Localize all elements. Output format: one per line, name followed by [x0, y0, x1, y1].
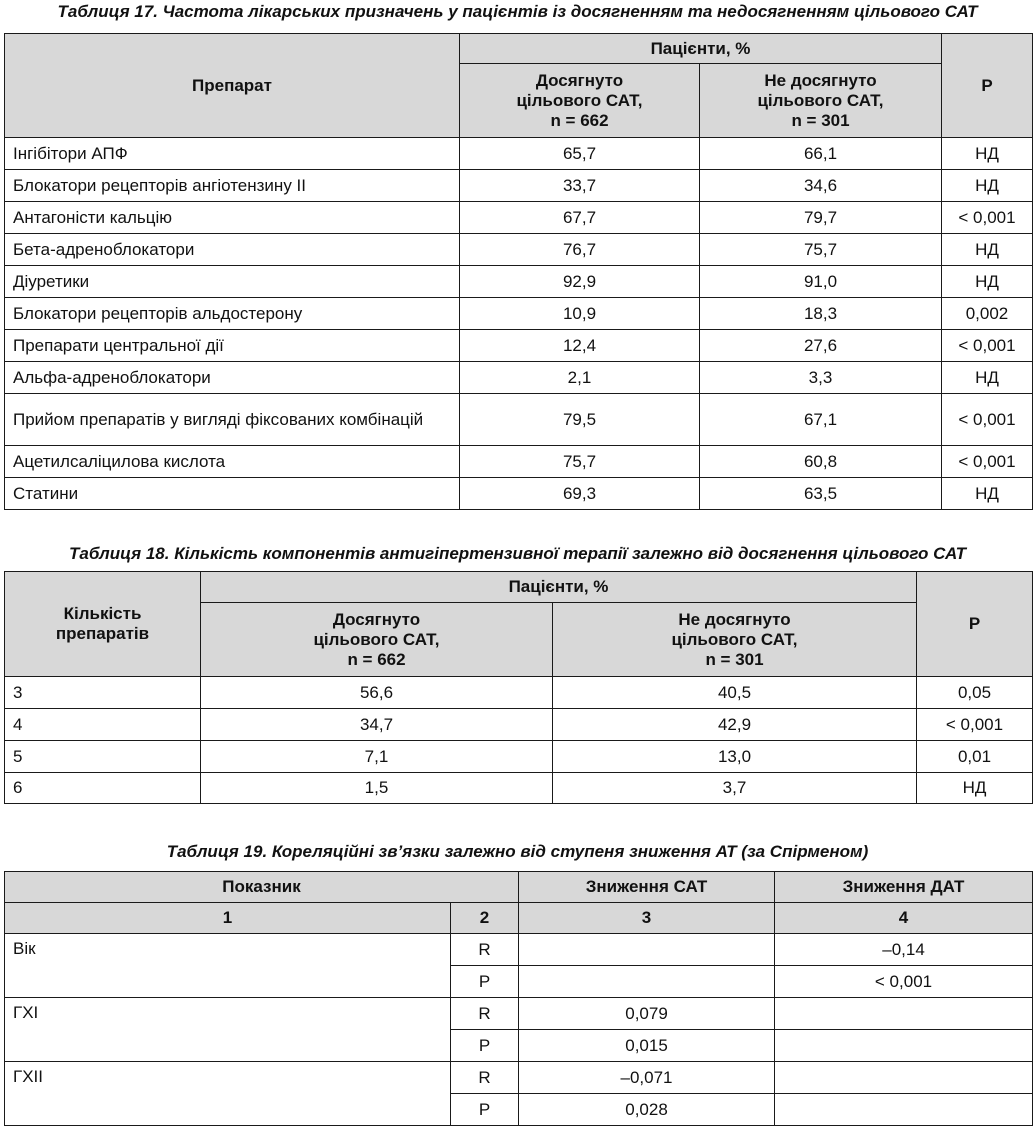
stat-key: R — [451, 1062, 519, 1094]
dbp-value: –0,14 — [775, 934, 1033, 966]
achieved-value: 75,7 — [460, 446, 700, 478]
table-row — [5, 202, 1033, 234]
table-row — [5, 362, 1033, 394]
not-achieved-value: 91,0 — [700, 266, 942, 298]
table18 — [4, 571, 1033, 804]
table-row — [5, 741, 1033, 773]
table-row — [5, 478, 1033, 510]
not-achieved-value: 3,7 — [553, 773, 917, 804]
achieved-value: 2,1 — [460, 362, 700, 394]
sbp-value: 0,028 — [519, 1094, 775, 1126]
p-value: < 0,001 — [942, 446, 1033, 478]
dbp-value — [775, 1030, 1033, 1062]
achieved-value: 7,1 — [201, 741, 553, 773]
not-achieved-value: 13,0 — [553, 741, 917, 773]
table-row — [5, 998, 1033, 1030]
not-achieved-value: 79,7 — [700, 202, 942, 234]
not-achieved-value: 67,1 — [700, 394, 942, 446]
table-row — [5, 1062, 1033, 1094]
drug-name: Альфа-адреноблокатори — [5, 362, 460, 394]
table-row — [5, 234, 1033, 266]
achieved-value: 92,9 — [460, 266, 700, 298]
drug-name: Бета-адреноблокатори — [5, 234, 460, 266]
stat-key: P — [451, 1094, 519, 1126]
achieved-value: 76,7 — [460, 234, 700, 266]
not-achieved-value: 3,3 — [700, 362, 942, 394]
dbp-value: < 0,001 — [775, 966, 1033, 998]
not-achieved-value: 66,1 — [700, 138, 942, 170]
drug-count: 3 — [5, 677, 201, 709]
drug-name: Антагоністи кальцію — [5, 202, 460, 234]
indicator-name: Вік — [5, 934, 451, 998]
not-achieved-value: 42,9 — [553, 709, 917, 741]
table18-header-p: P — [917, 572, 1033, 677]
table19-colnum-2: 2 — [451, 903, 519, 934]
stat-key: P — [451, 966, 519, 998]
achieved-value: 34,7 — [201, 709, 553, 741]
drug-name: Блокатори рецепторів ангіотензину ІІ — [5, 170, 460, 202]
p-value: 0,002 — [942, 298, 1033, 330]
drug-name: Діуретики — [5, 266, 460, 298]
achieved-value: 1,5 — [201, 773, 553, 804]
stat-key: P — [451, 1030, 519, 1062]
drug-name: Ацетилсаліцилова кислота — [5, 446, 460, 478]
p-value: НД — [942, 362, 1033, 394]
p-value: < 0,001 — [942, 330, 1033, 362]
sbp-value — [519, 934, 775, 966]
table-row — [5, 773, 1033, 804]
table17-header-patients: Пацієнти, % — [460, 34, 942, 64]
table-row — [5, 677, 1033, 709]
drug-name: Прийом препаратів у вигляді фіксованих комбінацій — [5, 394, 460, 446]
p-value: < 0,001 — [942, 202, 1033, 234]
sbp-value: –0,071 — [519, 1062, 775, 1094]
table-row — [5, 170, 1033, 202]
achieved-value: 69,3 — [460, 478, 700, 510]
indicator-name: ГХІ — [5, 998, 451, 1062]
not-achieved-value: 27,6 — [700, 330, 942, 362]
p-value: НД — [942, 170, 1033, 202]
table19-colnum-4: 4 — [775, 903, 1033, 934]
achieved-value: 67,7 — [460, 202, 700, 234]
not-achieved-value: 60,8 — [700, 446, 942, 478]
p-value: < 0,001 — [917, 709, 1033, 741]
table-row — [5, 266, 1033, 298]
table-row — [5, 330, 1033, 362]
not-achieved-value: 18,3 — [700, 298, 942, 330]
p-value: 0,01 — [917, 741, 1033, 773]
achieved-value: 56,6 — [201, 677, 553, 709]
p-value: 0,05 — [917, 677, 1033, 709]
table19 — [4, 871, 1033, 1126]
drug-count: 4 — [5, 709, 201, 741]
achieved-value: 10,9 — [460, 298, 700, 330]
p-value: НД — [942, 478, 1033, 510]
achieved-value: 12,4 — [460, 330, 700, 362]
achieved-value: 79,5 — [460, 394, 700, 446]
sbp-value — [519, 966, 775, 998]
dbp-value — [775, 1062, 1033, 1094]
table17-header-drug: Препарат — [5, 34, 460, 138]
table18-header-count: Кількість препаратів — [5, 572, 201, 677]
table-row — [5, 446, 1033, 478]
table-row — [5, 934, 1033, 966]
table-row — [5, 138, 1033, 170]
table17-caption: Таблиця 17. Частота лікарських призначень у пацієнтів із досягненням та недосягненням цільового САТ — [57, 2, 978, 21]
achieved-value: 33,7 — [460, 170, 700, 202]
drug-name: Препарати центральної дії — [5, 330, 460, 362]
p-value: НД — [942, 138, 1033, 170]
stat-key: R — [451, 998, 519, 1030]
achieved-value: 65,7 — [460, 138, 700, 170]
stat-key: R — [451, 934, 519, 966]
table18-header-not-achieved: Не досягнуто цільового САТ, n = 301 — [553, 603, 917, 677]
table19-header-sbp: Зниження САТ — [519, 872, 775, 903]
table19-header-dbp: Зниження ДАТ — [775, 872, 1033, 903]
drug-name: Блокатори рецепторів альдостерону — [5, 298, 460, 330]
table-row — [5, 709, 1033, 741]
not-achieved-value: 63,5 — [700, 478, 942, 510]
dbp-value — [775, 1094, 1033, 1126]
table17-header-not-achieved: Не досягнуто цільового САТ, n = 301 — [700, 64, 942, 138]
drug-name: Інгібітори АПФ — [5, 138, 460, 170]
not-achieved-value: 40,5 — [553, 677, 917, 709]
table19-header-indicator: Показник — [5, 872, 519, 903]
drug-count: 6 — [5, 773, 201, 804]
table18-caption: Таблиця 18. Кількість компонентів антигіпертензивної терапії залежно від досягнення цільового САТ — [69, 544, 966, 563]
indicator-name: ГХІІ — [5, 1062, 451, 1126]
p-value: НД — [942, 234, 1033, 266]
drug-name: Статини — [5, 478, 460, 510]
table-row — [5, 394, 1033, 446]
table19-caption: Таблиця 19. Кореляційні зв’язки залежно від ступеня зниження АТ (за Спірменом) — [166, 842, 869, 861]
table18-header-patients: Пацієнти, % — [201, 572, 917, 603]
table-row — [5, 298, 1033, 330]
table18-header-achieved: Досягнуто цільового САТ, n = 662 — [201, 603, 553, 677]
drug-count: 5 — [5, 741, 201, 773]
not-achieved-value: 34,6 — [700, 170, 942, 202]
sbp-value: 0,079 — [519, 998, 775, 1030]
p-value: НД — [917, 773, 1033, 804]
table19-colnum-1: 1 — [5, 903, 451, 934]
p-value: НД — [942, 266, 1033, 298]
p-value: < 0,001 — [942, 394, 1033, 446]
dbp-value — [775, 998, 1033, 1030]
sbp-value: 0,015 — [519, 1030, 775, 1062]
table17-header-p: P — [942, 34, 1033, 138]
table17 — [4, 33, 1033, 510]
not-achieved-value: 75,7 — [700, 234, 942, 266]
table19-colnum-3: 3 — [519, 903, 775, 934]
table17-header-achieved: Досягнуто цільового САТ, n = 662 — [460, 64, 700, 138]
